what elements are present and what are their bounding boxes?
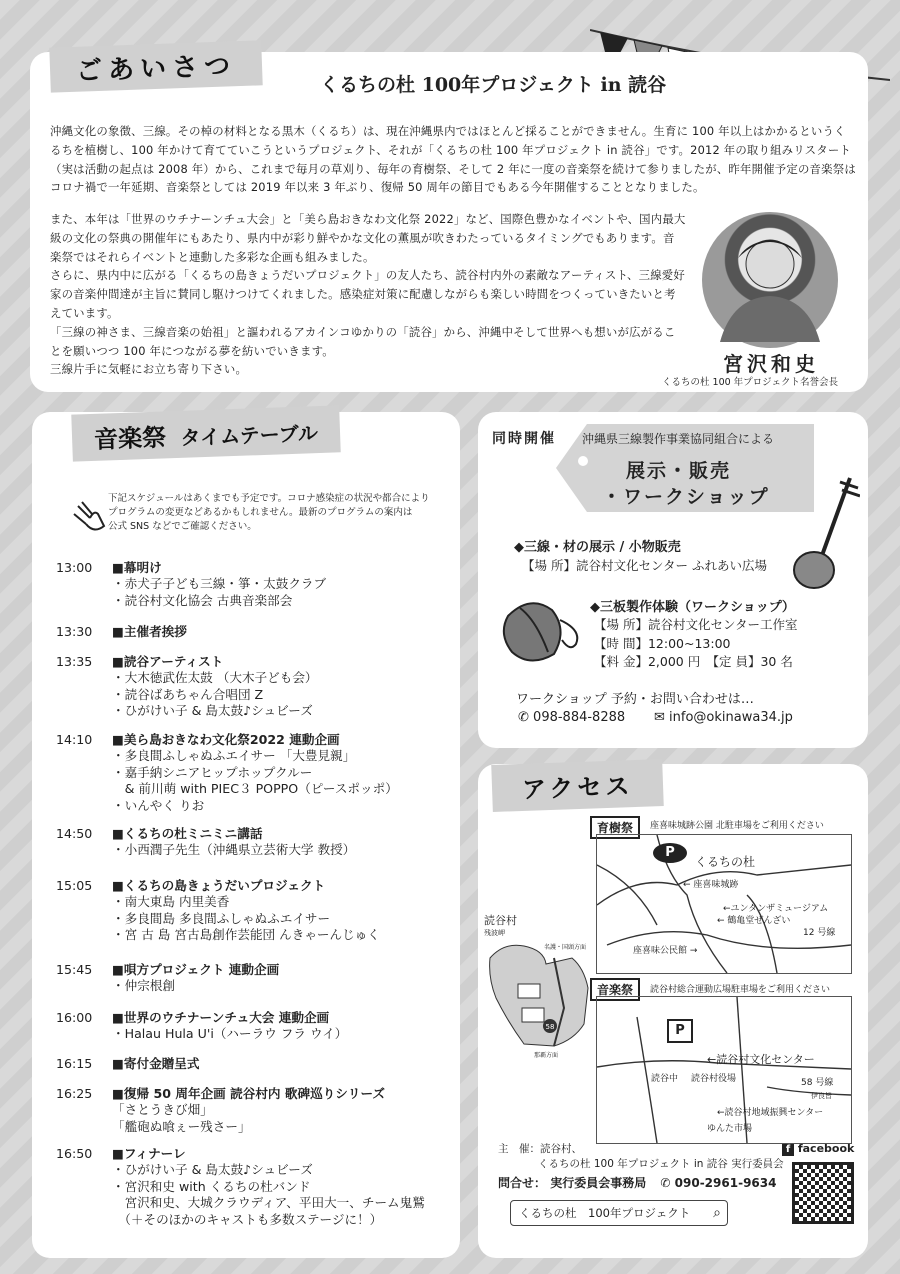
signer-name: 宮沢和史 bbox=[723, 352, 819, 376]
timetable-time: 15:05 bbox=[56, 878, 93, 893]
timetable-time: 14:10 bbox=[56, 732, 93, 747]
timetable-line: ■幕明け bbox=[112, 560, 162, 575]
timetable-time: 13:00 bbox=[56, 560, 93, 575]
greeting-paragraph-2: また、本年は「世界のウチナーンチュ大会」と「美ら島おきなわ文化祭 2022」など、国際色豊かなイベントや、国内最大級の文化の祭典の開催年にもあたり、県内中が彩り鮮やかな文化の薫風が吹きわたっているタイミングでもあります。音楽祭ではそれらイベントと連動した多彩な企画も組みました。 bbox=[50, 212, 686, 264]
timetable-line: ・仲宗根創 bbox=[112, 978, 175, 994]
timetable-note-1: 下記スケジュールはあくまでも予定です。コロナ感染症の状況や都合により bbox=[108, 493, 430, 504]
exhibit-section2-line-3: 【料 金】2,000 円 【定 員】30 名 bbox=[594, 654, 793, 669]
map1-caption: 座喜味城跡公園 北駐車場をご利用ください bbox=[650, 821, 824, 831]
exhibit-card bbox=[478, 412, 868, 748]
timetable-line: & 前川萌 with PIEC３ POPPO（ピースポッポ） bbox=[112, 781, 398, 797]
map1-route12: 12 号線 bbox=[803, 928, 836, 938]
exhibit-section2-line-2: 【時 間】12:00~13:00 bbox=[594, 635, 731, 651]
timetable-time: 14:50 bbox=[56, 826, 93, 841]
exhibit-badge: 同時開催 bbox=[492, 431, 556, 447]
exhibit-title-1: 展示・販売 bbox=[626, 460, 732, 482]
inquiry-value: 実行委員会事務局 bbox=[550, 1176, 647, 1190]
map1-kuruchi: くるちの杜 bbox=[695, 855, 756, 869]
map2-market: ゆんた市場 bbox=[707, 1124, 753, 1134]
access-card bbox=[478, 764, 868, 1258]
timetable-time: 16:50 bbox=[56, 1146, 93, 1161]
timetable-line: ・南大東島 内里美香 bbox=[112, 894, 230, 910]
phone-icon-2: ✆ bbox=[660, 1176, 671, 1190]
map1-castle: ← 座喜味城跡 bbox=[683, 880, 739, 890]
sanshin-icon bbox=[790, 472, 860, 592]
timetable-line: ■主催者挨拶 bbox=[112, 624, 187, 639]
timetable-line: ■くるちの杜ミニミニ講話 bbox=[112, 826, 263, 841]
map2-caption: 読谷村総合運動広場駐車場をご利用ください bbox=[650, 985, 831, 995]
timetable-line: 「艦砲ぬ喰ぇー残さー」 bbox=[112, 1118, 251, 1134]
timetable-line: ・いんやく りお bbox=[112, 797, 205, 813]
sponsor-1: 読谷村、 bbox=[540, 1143, 582, 1155]
search-icon: ⌕ bbox=[713, 1205, 721, 1221]
sanba-instrument-icon bbox=[490, 590, 590, 670]
map1-museum: ←ユンタンザミュージアム bbox=[723, 904, 829, 914]
timetable-title-main: 音楽祭 bbox=[93, 423, 167, 454]
timetable-time: 16:00 bbox=[56, 1010, 93, 1025]
timetable-time: 13:30 bbox=[56, 624, 93, 639]
greeting-title: ごあいさつ bbox=[49, 40, 262, 92]
timetable-line: ・多良間島 多良間ふしゃぬふエイサー bbox=[112, 910, 331, 926]
timetable-line: ・ひがけい子 & 島太鼓♪シュビーズ bbox=[112, 1162, 313, 1178]
map1-label: 育樹祭 bbox=[590, 816, 640, 839]
timetable-line: ・嘉手納シニアヒップホップクルー bbox=[112, 764, 313, 780]
exhibit-org: 沖縄県三線製作事業協同組合による bbox=[582, 432, 775, 446]
greeting-paragraph-4: 「三線の神さま、三線音楽の始祖」と謳われるアカインコゆかりの「読谷」から、沖縄中そして世界へも想いが広がることを願いつつ 100 年につながる夢を紡いでいきます。 bbox=[50, 324, 676, 358]
map1-frame bbox=[596, 834, 852, 974]
map0-route58: 58 bbox=[545, 1023, 555, 1031]
timetable-line: ・赤犬子子ども三線・箏・太鼓クラブ bbox=[112, 576, 327, 592]
timetable-time: 16:25 bbox=[56, 1086, 93, 1101]
timetable-line: ■フィナーレ bbox=[112, 1146, 186, 1161]
timetable-line: ■くるちの島きょうだいプロジェクト bbox=[112, 878, 326, 893]
mail-icon: ✉ bbox=[654, 710, 665, 725]
timetable-time: 16:15 bbox=[56, 1056, 93, 1071]
map2-label: 音楽祭 bbox=[590, 978, 640, 1001]
phone-icon: ✆ bbox=[518, 710, 529, 725]
parking-icon: P bbox=[653, 843, 687, 863]
greeting-paragraph-5: 三線片手に気軽にお立ち寄り下さい。 bbox=[50, 362, 248, 377]
map2-office: 読谷村役場 bbox=[691, 1074, 737, 1084]
signer-photo bbox=[702, 212, 838, 348]
sponsor-label: 主 催： bbox=[498, 1143, 540, 1155]
signer-role: くるちの杜 100 年プロジェクト名誉会長 bbox=[662, 377, 838, 388]
map0-village: 読谷村 bbox=[484, 914, 517, 927]
timetable-line: 宮沢和史、大城クラウディア、平田大一、チーム鬼鷲 bbox=[112, 1195, 425, 1211]
greeting-paragraph-1: 沖縄文化の象徴、三線。その棹の材料となる黒木（くるち）は、現在沖縄県内ではほとんど採ることができません。生育に 100 年以上はかかるというくるちを植樹し、100 年かけて育てていこうというプロジェクト、それが「くるちの杜 100 年プロジェクト in 読谷」です。2012 年の取り組みリスタート（実は活動の起点は 2008 年）から、これまで毎月の草刈り、毎年の育樹祭、そして 2 年に一度の音楽祭を続けて参りましたが、昨年開催予定の音楽祭はコロナ禍で一年延期、音楽祭としては 2019 年以来 3 年ぶり、復帰 50 周年の節目でもある今年開催することとなりました。 bbox=[50, 124, 856, 195]
qr-code[interactable] bbox=[792, 1162, 854, 1224]
timetable-line: （＋そのほかのキャストも多数ステージに！） bbox=[112, 1211, 383, 1227]
access-title: アクセス bbox=[491, 759, 664, 812]
parking-icon-2: P bbox=[667, 1019, 693, 1043]
map1-community: 座喜味公民館 → bbox=[633, 946, 698, 956]
footer-phone: 090-2961-9634 bbox=[674, 1176, 777, 1190]
timetable-time: 15:45 bbox=[56, 962, 93, 977]
timetable-card bbox=[32, 412, 460, 1258]
map1-pottery: ← 鶴亀堂ぜんざい bbox=[717, 916, 791, 926]
map2-iha: 伊良皆 bbox=[811, 1092, 832, 1100]
timetable-line: ・宮沢和史 with くるちの杜バンド bbox=[112, 1178, 311, 1194]
map2-community-center: ←読谷村地域振興センター bbox=[717, 1108, 824, 1118]
facebook-icon: f bbox=[782, 1144, 794, 1156]
map2-school: 読谷中 bbox=[651, 1074, 679, 1084]
timetable-note-3: 公式 SNS などでご確認ください。 bbox=[108, 521, 257, 532]
facebook-link[interactable] bbox=[782, 1142, 854, 1156]
exhibit-section2-title: ◆三板製作体験（ワークショップ） bbox=[590, 600, 795, 615]
timetable-line: ■世界のウチナーンチュ大会 連動企画 bbox=[112, 1010, 330, 1025]
timetable-note-2: プログラムの変更などあるかもしれません。最新のプログラムの案内は bbox=[108, 507, 413, 518]
exhibit-contact-title: ワークショップ 予約・お問い合わせは… bbox=[516, 692, 754, 707]
search-text: くるちの杜 100年プロジェクト bbox=[519, 1206, 691, 1220]
map2-frame bbox=[596, 996, 852, 1144]
exhibit-email-address: info@okinawa34.jp bbox=[669, 710, 793, 725]
map2-route58: 58 号線 bbox=[801, 1078, 834, 1088]
timetable-line: ・小西潤子先生（沖縄県立芸術大学 教授） bbox=[112, 842, 356, 858]
search-box[interactable] bbox=[510, 1200, 728, 1226]
timetable-line: ・Halau Hula U'i（ハーラウ フラ ウイ） bbox=[112, 1026, 348, 1042]
timetable-line: ■美ら島おきなわ文化祭2022 連動企画 bbox=[112, 732, 340, 747]
exhibit-email bbox=[654, 710, 793, 725]
facebook-label: facebook bbox=[797, 1142, 855, 1155]
timetable-line: ・宮 古 島 宮古島創作芸能団 んきゃーんじゅく bbox=[112, 927, 380, 943]
exhibit-section2-line-1: 【場 所】読谷村文化センター工作室 bbox=[594, 617, 798, 632]
exhibit-phone-number: 098-884-8288 bbox=[533, 710, 626, 725]
map2-center: ←読谷村文化センター bbox=[707, 1053, 815, 1066]
greeting-card bbox=[30, 52, 868, 392]
exhibit-phone bbox=[518, 710, 625, 725]
timetable-line: ・読谷村文化協会 古典音楽部会 bbox=[112, 592, 293, 608]
timetable-line: ■唄方プロジェクト 連動企画 bbox=[112, 962, 280, 977]
timetable-line: 「さとうきび畑」 bbox=[112, 1102, 213, 1118]
timetable-line: ■寄付金贈呈式 bbox=[112, 1056, 200, 1071]
sponsor-2: くるちの杜 100 年プロジェクト in 読谷 実行委員会 bbox=[538, 1158, 784, 1170]
inquiry-label: 問合せ： bbox=[498, 1176, 547, 1190]
timetable-line: ■読谷アーティスト bbox=[112, 654, 224, 669]
timetable-title bbox=[71, 405, 340, 461]
timetable-line: ・読谷ばあちゃん合唱団 Z bbox=[112, 686, 264, 702]
person-icon bbox=[702, 212, 838, 348]
timetable-title-sub: タイムテーブル bbox=[180, 421, 319, 450]
timetable-line: ■復帰 50 周年企画 読谷村内 歌碑巡りシリーズ bbox=[112, 1086, 386, 1101]
project-logo: くるちの杜 100年プロジェクト in 読谷 bbox=[320, 74, 667, 96]
exhibit-section1-place: 【場 所】読谷村文化センター ふれあい広場 bbox=[522, 558, 767, 573]
timetable-time: 13:35 bbox=[56, 654, 93, 669]
timetable-line: ・多良間ふしゃぬふエイサー 「大豊見親」 bbox=[112, 748, 356, 764]
timetable-line: ・大木徳武佐太鼓 （大木子ども会） bbox=[112, 670, 318, 686]
exhibit-title-2: ・ワークショップ bbox=[602, 486, 770, 508]
exhibit-section1-title: ◆三線・材の展示 / 小物販売 bbox=[514, 540, 681, 555]
timetable-line: ・ひがけい子 & 島太鼓♪シュビーズ bbox=[112, 703, 313, 719]
map0-road-label: 名護・国頭方面 bbox=[544, 944, 587, 951]
pointing-hand-icon bbox=[68, 496, 108, 536]
map0-cape: 残波岬 bbox=[484, 929, 505, 937]
map0-naha: 那覇方面 bbox=[534, 1052, 559, 1059]
greeting-paragraph-3: さらに、県内中に広がる「くるちの島きょうだいプロジェクト」の友人たち、読谷村内外の素敵なアーティスト、三線愛好家の音楽仲間達が主旨に賛同し駆けつけてくれました。感染症対策に配慮しながらも楽しい時間をつくっていきたいと考えています。 bbox=[50, 268, 685, 320]
